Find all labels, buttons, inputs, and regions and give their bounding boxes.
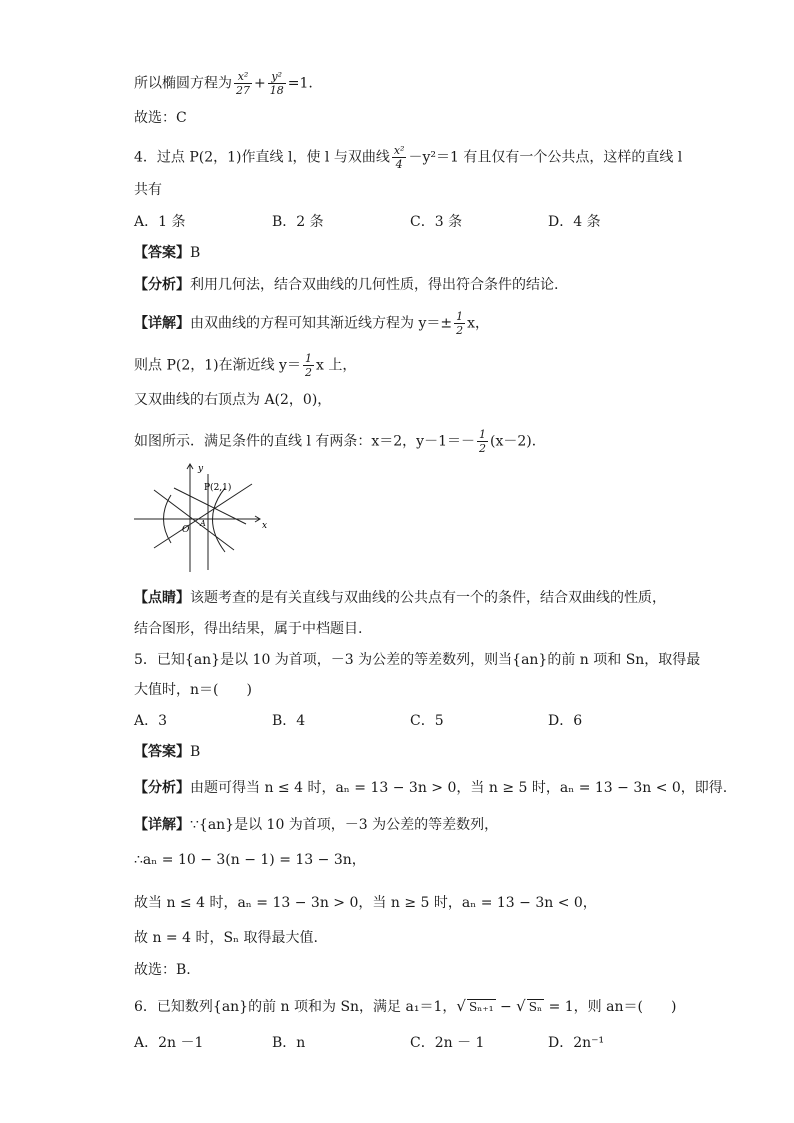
fraction: $\frac{\text{y²}}{18}$ <box>269 70 284 97</box>
q4-detail-line-4: 如图所示．满足条件的直线 l 有两条：x＝2，y－1＝－ $\frac{1}{2}$ (x－2)． <box>134 428 546 455</box>
q4-option-b: B．2 条 <box>272 214 324 230</box>
q5-stem-line-1: 5．已知{an}是以 10 为首项，－3 为公差的等差数列，则当{an}的前 n 项和 Sn，取得最 <box>134 652 701 668</box>
vertex-label: A <box>200 519 206 528</box>
q5-analysis: 【分析】由题可得当 n ≤ 4 时，aₙ = 13 − 3n > 0，当 n ≥ 5 时，aₙ = 13 − 3n < 0，即得. <box>134 780 728 796</box>
q5-answer: 【答案】B <box>134 744 201 760</box>
q4-option-a: A．1 条 <box>134 214 186 230</box>
x-label: x <box>262 521 268 531</box>
q6-stem-line: 6．已知数列{an}的前 n 项和为 Sn，满足 a₁＝1，√ Sₙ₊₁ − √ Sₙ = 1，则 an＝( ) <box>134 997 677 1015</box>
point-p-label: P(2,1) <box>204 483 232 493</box>
asymptote-neg <box>154 490 234 550</box>
q4-remark-line-2: 结合图形，得出结果，属于中档题目. <box>134 621 363 637</box>
q6-option-d: D．2n⁻¹ <box>548 1035 605 1051</box>
q6-option-b: B．n <box>272 1035 306 1051</box>
ellipse-conclusion-line: 所以椭圆方程为 $\frac{\text{x²}}{27}$ + $\frac{\text{y²}}{18}$ =1. <box>134 70 313 97</box>
sqrt-sign: √ <box>516 997 526 1015</box>
q6-option-a: A．2n －1 <box>134 1035 204 1051</box>
q4-answer: 【答案】B <box>134 245 201 261</box>
q4-detail-line-1: 【详解】由双曲线的方程可知其渐近线方程为 y＝± $\frac{1}{2}$ x， <box>134 310 489 337</box>
sqrt-sign: √ <box>456 997 466 1015</box>
q5-option-a: A．3 <box>134 713 168 729</box>
hyperbola-figure <box>134 462 274 574</box>
fraction: $\frac{1}{2}$ <box>304 352 312 379</box>
q4-detail-line-2: 则点 P(2，1)在渐近线 y＝ $\frac{1}{2}$ x 上， <box>134 352 357 379</box>
q4-stem-line-1: 4．过点 P(2，1)作直线 l，使 l 与双曲线 $\frac{\text{x²}}{4}$ －y²＝1 有且仅有一个公共点，这样的直线 l <box>134 144 683 171</box>
q5-detail-line-2: ∴aₙ = 10 − 3(n − 1) = 13 − 3n， <box>134 852 366 868</box>
q4-option-d: D．4 条 <box>548 214 601 230</box>
q5-detail-line-5: 故选：B. <box>134 962 191 978</box>
y-label: y <box>198 464 204 474</box>
q4-analysis: 【分析】利用几何法，结合双曲线的几何性质，得出符合条件的结论. <box>134 277 559 293</box>
q5-option-b: B．4 <box>272 713 306 729</box>
q4-option-c: C．3 条 <box>410 214 463 230</box>
choice-line: 故选：C <box>134 110 187 126</box>
q4-detail-line-3: 又双曲线的右顶点为 A(2，0)， <box>134 392 332 408</box>
origin-label: O <box>182 525 190 535</box>
fraction: $\frac{\text{x²}}{4}$ <box>393 144 405 171</box>
text-segment: 所以椭圆方程为 <box>134 75 232 92</box>
q4-remark-line-1: 【点睛】该题考查的是有关直线与双曲线的公共点有一个的条件，结合双曲线的性质， <box>134 590 666 606</box>
q5-option-d: D．6 <box>548 713 583 729</box>
fraction: $\frac{1}{2}$ <box>479 428 486 455</box>
q5-option-c: C．5 <box>410 713 444 729</box>
fraction: $\frac{\text{x²}}{27}$ <box>236 70 250 97</box>
q4-stem-line-2: 共有 <box>134 182 162 198</box>
q5-detail-line-4: 故 n = 4 时，Sₙ 取得最大值. <box>134 930 319 946</box>
q5-detail-line-1: 【详解】∵{an}是以 10 为首项，－3 为公差的等差数列， <box>134 817 499 833</box>
q5-stem-line-2: 大值时，n＝( ) <box>134 682 252 698</box>
q5-detail-line-3: 故当 n ≤ 4 时，aₙ = 13 − 3n > 0，当 n ≥ 5 时，aₙ = 13 − 3n < 0， <box>134 895 597 911</box>
fraction: $\frac{1}{2}$ <box>456 310 464 337</box>
q6-option-c: C．2n － 1 <box>410 1035 485 1051</box>
